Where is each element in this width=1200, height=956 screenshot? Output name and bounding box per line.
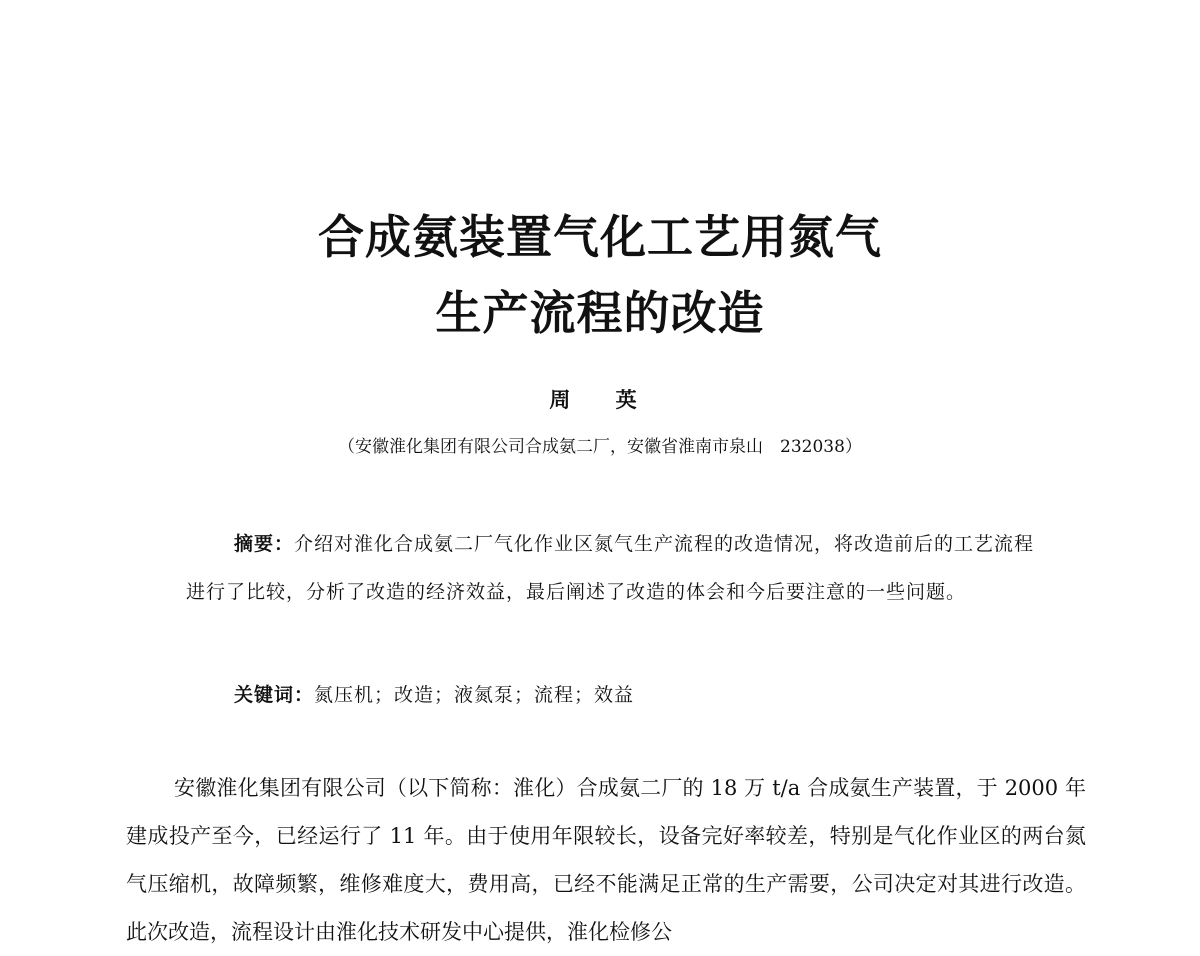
keywords: [234, 680, 634, 707]
paper-title-line-2: 生产流程的改造: [435, 286, 765, 340]
body-paragraph: 安徽淮化集团有限公司（以下简称：淮化）合成氨二厂的 18 万 t/a 合成氨生产装置，于 2000 年建成投产至今，已经运行了 11 年。由于使用年限较长，设备完好率较差，特别是气化作业区的两台氮气压缩机，故障频繁，维修难度大，费用高，已经不能满足正常的生产需要，公司决定对其进行改造。此次改造，流程设计由淮化技术研发中心提供，淮化检修公: [126, 776, 1086, 944]
abstract-text: 介绍对淮化合成氨二厂气化作业区氮气生产流程的改造情况，将改造前后的工艺流程进行了比较，分析了改造的经济效益，最后阐述了改造的体会和今后要注意的一些问题。: [186, 533, 1035, 603]
keywords-label: 关键词：: [234, 684, 315, 706]
author-affiliation: （安徽淮化集团有限公司合成氨二厂，安徽省淮南市泉山 232038）: [338, 437, 862, 457]
keywords-text: 氮压机；改造；液氮泵；流程；效益: [314, 684, 635, 706]
paper-title-line-1: 合成氨装置气化工艺用氮气: [318, 210, 882, 264]
abstract-label: 摘要：: [234, 533, 295, 555]
author-name: 周 英: [549, 388, 651, 412]
abstract: [186, 520, 1036, 616]
